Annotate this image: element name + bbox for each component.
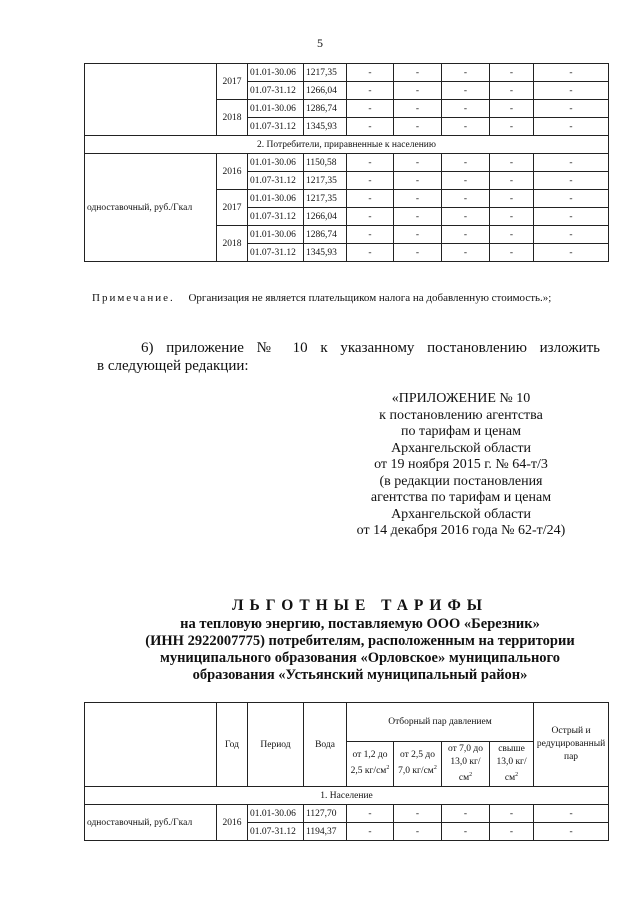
year-cell: 2017: [217, 64, 248, 100]
superscript: 2: [469, 771, 473, 778]
dash-cell: -: [490, 805, 534, 823]
dash-cell: -: [490, 208, 534, 226]
period-cell: 01.01-30.06: [248, 805, 304, 823]
dash-cell: -: [490, 823, 534, 841]
dash-cell: -: [534, 64, 609, 82]
appendix-line: «ПРИЛОЖЕНИЕ № 10: [391, 391, 531, 406]
dash-cell: -: [347, 190, 394, 208]
header-pressure-text: от 1,2 до 2,5 кг/см: [350, 750, 388, 777]
dash-cell: -: [347, 100, 394, 118]
title-line: образования «Устьянский муниципальный район»: [192, 667, 528, 683]
period-cell: 01.07-31.12: [248, 82, 304, 100]
dash-cell: -: [347, 244, 394, 262]
header-sharp-steam: Острый и редуцированный пар: [534, 703, 609, 787]
dash-cell: -: [490, 226, 534, 244]
period-cell: 01.07-31.12: [248, 823, 304, 841]
dash-cell: -: [394, 208, 442, 226]
dash-cell: -: [347, 118, 394, 136]
dash-cell: -: [442, 118, 490, 136]
dash-cell: -: [347, 823, 394, 841]
dash-cell: -: [394, 154, 442, 172]
dash-cell: -: [442, 190, 490, 208]
dash-cell: -: [490, 82, 534, 100]
table-section-row: [85, 136, 609, 154]
water-value-cell: 1127,70: [304, 805, 347, 823]
paragraph-line: 6) приложение № 10 к указанному постановлению изложить: [141, 340, 600, 356]
dash-cell: -: [442, 64, 490, 82]
dash-cell: -: [394, 100, 442, 118]
dash-cell: -: [394, 823, 442, 841]
table-row: [85, 64, 609, 82]
dash-cell: -: [394, 226, 442, 244]
dash-cell: -: [490, 172, 534, 190]
header-pressure-2: [394, 742, 442, 787]
water-value-cell: 1217,35: [304, 172, 347, 190]
header-pressure-4: [490, 742, 534, 787]
amendment-paragraph: [97, 339, 600, 375]
header-pressure-1: [347, 742, 394, 787]
dash-cell: -: [442, 823, 490, 841]
note: [92, 291, 598, 306]
appendix-line: от 19 ноября 2015 г. № 64-т/3: [374, 457, 548, 472]
dash-cell: -: [534, 118, 609, 136]
water-value-cell: 1266,04: [304, 82, 347, 100]
dash-cell: -: [534, 100, 609, 118]
year-cell: 2016: [217, 154, 248, 190]
appendix-line: по тарифам и ценам: [401, 424, 521, 439]
period-cell: 01.07-31.12: [248, 208, 304, 226]
period-cell: 01.07-31.12: [248, 118, 304, 136]
dash-cell: -: [490, 64, 534, 82]
dash-cell: -: [534, 172, 609, 190]
appendix-line: от 14 декабря 2016 года № 62-т/24): [356, 523, 566, 538]
dash-cell: -: [442, 100, 490, 118]
water-value-cell: 1345,93: [304, 244, 347, 262]
year-cell: 2018: [217, 100, 248, 136]
dash-cell: -: [347, 82, 394, 100]
year-cell: 2018: [217, 226, 248, 262]
header-selected-steam: Отборный пар давлением: [347, 703, 534, 742]
period-cell: 01.01-30.06: [248, 100, 304, 118]
row-label-cell: [85, 64, 217, 136]
note-label: Примечание.: [92, 292, 175, 304]
table-section-row: [85, 787, 609, 805]
row-label-cell: одноставочный, руб./Гкал: [85, 154, 217, 262]
dash-cell: -: [534, 226, 609, 244]
superscript: 2: [433, 765, 437, 772]
water-value-cell: 1194,37: [304, 823, 347, 841]
dash-cell: -: [490, 118, 534, 136]
period-cell: 01.01-30.06: [248, 154, 304, 172]
dash-cell: -: [534, 244, 609, 262]
dash-cell: -: [394, 64, 442, 82]
section-title: 2. Потребители, приравненные к населению: [85, 136, 609, 154]
section-title: 1. Население: [85, 787, 609, 805]
title-heading: ЛЬГОТНЫЕ ТАРИФЫ: [232, 597, 488, 614]
dash-cell: -: [490, 244, 534, 262]
period-cell: 01.07-31.12: [248, 244, 304, 262]
title-line: муниципального образования «Орловское» муниципального: [159, 650, 561, 666]
appendix-line: Архангельской области: [391, 506, 531, 522]
dash-cell: -: [347, 154, 394, 172]
row-label-cell: одноставочный, руб./Гкал: [85, 805, 217, 841]
dash-cell: -: [534, 823, 609, 841]
dash-cell: -: [534, 82, 609, 100]
dash-cell: -: [442, 805, 490, 823]
header-water: Вода: [304, 703, 347, 787]
dash-cell: -: [347, 226, 394, 244]
superscript: 2: [386, 765, 390, 772]
appendix-header: [336, 391, 586, 540]
dash-cell: -: [534, 805, 609, 823]
year-cell: 2016: [217, 805, 248, 841]
header-year: Год: [217, 703, 248, 787]
table-row: [85, 154, 609, 172]
dash-cell: -: [490, 190, 534, 208]
page-number: 5: [317, 36, 323, 50]
period-cell: 01.07-31.12: [248, 172, 304, 190]
dash-cell: -: [394, 118, 442, 136]
water-value-cell: 1217,35: [304, 64, 347, 82]
note-text: Организация не является плательщиком налога на добавленную стоимость.»;: [188, 292, 552, 304]
dash-cell: -: [347, 172, 394, 190]
water-value-cell: 1266,04: [304, 208, 347, 226]
dash-cell: -: [442, 82, 490, 100]
appendix-line: агентства по тарифам и ценам: [370, 490, 552, 505]
tariff-table: [84, 702, 609, 841]
dash-cell: -: [394, 805, 442, 823]
title-line: на тепловую энергию, поставляемую ООО «Березник»: [180, 616, 540, 632]
dash-cell: -: [534, 208, 609, 226]
appendix-line: Архангельской области: [391, 440, 531, 456]
dash-cell: -: [394, 244, 442, 262]
paragraph-line: в следующей редакции:: [97, 358, 249, 374]
dash-cell: -: [394, 82, 442, 100]
dash-cell: -: [347, 64, 394, 82]
dash-cell: -: [534, 154, 609, 172]
dash-cell: -: [442, 172, 490, 190]
header-period: Период: [248, 703, 304, 787]
header-empty-cell: [85, 703, 217, 787]
appendix-line: (в редакции постановления: [379, 473, 543, 489]
dash-cell: -: [490, 154, 534, 172]
header-pressure-text: свыше 13,0 кг/см: [496, 743, 527, 784]
dash-cell: -: [394, 190, 442, 208]
water-value-cell: 1286,74: [304, 100, 347, 118]
dash-cell: -: [394, 172, 442, 190]
dash-cell: -: [347, 805, 394, 823]
tariff-table-continued: [84, 63, 609, 262]
dash-cell: -: [442, 226, 490, 244]
dash-cell: -: [442, 244, 490, 262]
superscript: 2: [515, 771, 519, 778]
dash-cell: -: [534, 190, 609, 208]
dash-cell: -: [442, 208, 490, 226]
header-pressure-text: от 2,5 до 7,0 кг/см: [398, 750, 435, 777]
water-value-cell: 1286,74: [304, 226, 347, 244]
dash-cell: -: [347, 208, 394, 226]
water-value-cell: 1217,35: [304, 190, 347, 208]
dash-cell: -: [490, 100, 534, 118]
table-row: [85, 805, 609, 823]
period-cell: 01.01-30.06: [248, 190, 304, 208]
water-value-cell: 1345,93: [304, 118, 347, 136]
water-value-cell: 1150,58: [304, 154, 347, 172]
table-header-row: [85, 703, 609, 742]
header-pressure-text: от 7,0 до 13,0 кг/см: [448, 743, 483, 784]
dash-cell: -: [442, 154, 490, 172]
title-line: (ИНН 2922007775) потребителям, расположенным на территории: [145, 633, 575, 649]
period-cell: 01.01-30.06: [248, 64, 304, 82]
year-cell: 2017: [217, 190, 248, 226]
document-title: [80, 597, 640, 684]
header-pressure-3: [442, 742, 490, 787]
period-cell: 01.01-30.06: [248, 226, 304, 244]
appendix-line: к постановлению агентства: [379, 407, 543, 423]
